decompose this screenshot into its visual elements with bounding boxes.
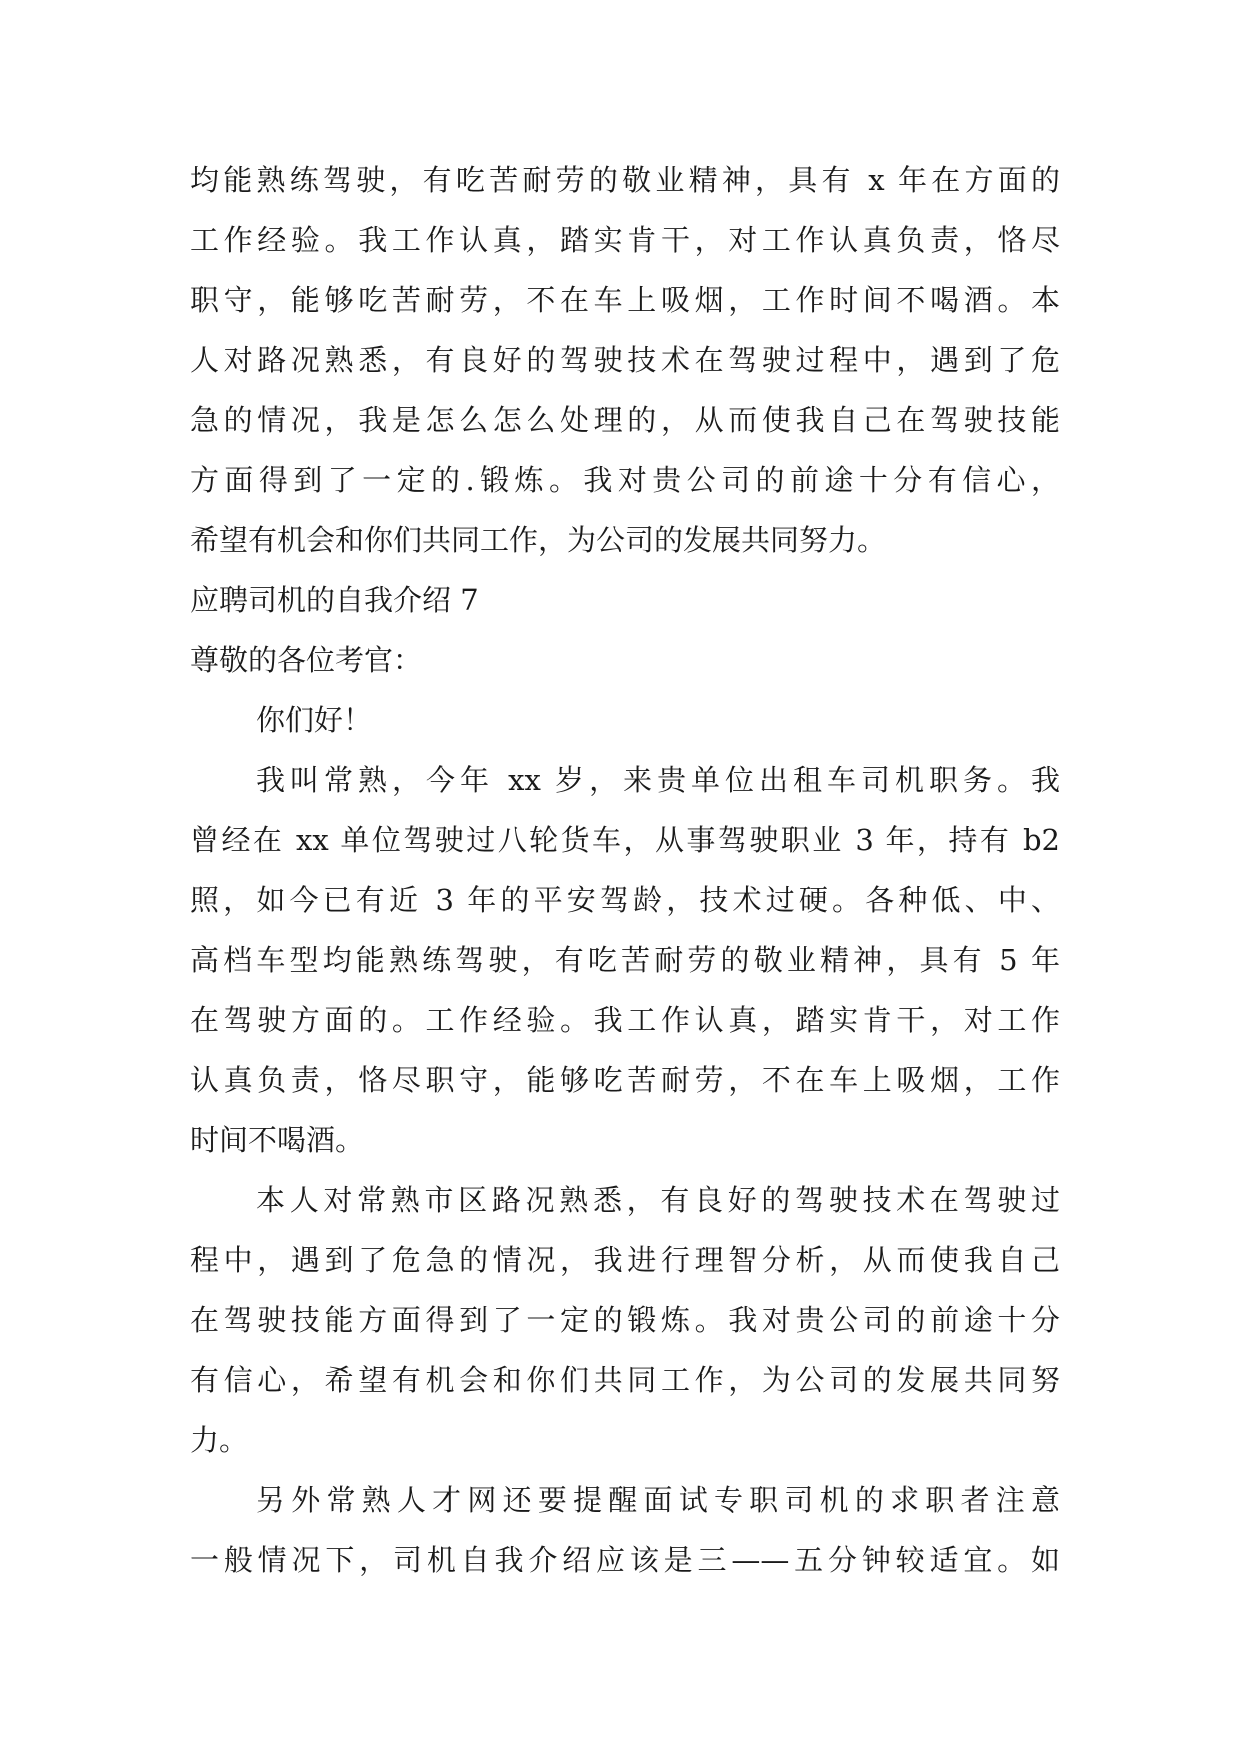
section-heading: 应聘司机的自我介绍 7 (190, 583, 479, 617)
text-line: 急的情况，我是怎么怎么处理的，从而使我自己在驾驶技能 (190, 403, 1060, 437)
text-line: 职守，能够吃苦耐劳，不在车上吸烟，工作时间不喝酒。本 (190, 283, 1060, 317)
text-line: 我叫常熟，今年 xx 岁，来贵单位出租车司机职务。我 (256, 763, 1060, 797)
text-line: 人对路况熟悉，有良好的驾驶技术在驾驶过程中，遇到了危 (190, 343, 1060, 377)
text-line: 照，如今已有近 3 年的平安驾龄，技术过硬。各种低、中、 (190, 883, 1060, 917)
text-line: 在驾驶技能方面得到了一定的锻炼。我对贵公司的前途十分 (190, 1303, 1060, 1337)
text-line: 均能熟练驾驶，有吃苦耐劳的敬业精神，具有 x 年在方面的 (190, 163, 1060, 197)
text-line: 力。 (190, 1423, 249, 1457)
text-line: 程中，遇到了危急的情况，我进行理智分析，从而使我自己 (190, 1243, 1060, 1277)
text-line: 本人对常熟市区路况熟悉，有良好的驾驶技术在驾驶过 (256, 1183, 1060, 1217)
text-line: 时间不喝酒。 (190, 1123, 365, 1157)
text-line: 认真负责，恪尽职守，能够吃苦耐劳，不在车上吸烟，工作 (190, 1063, 1060, 1097)
text-line: 曾经在 xx 单位驾驶过八轮货车，从事驾驶职业 3 年，持有 b2 (190, 823, 1060, 857)
text-line: 一般情况下，司机自我介绍应该是三——五分钟较适宜。如 (190, 1543, 1060, 1577)
greeting: 你们好！ (256, 703, 373, 737)
salutation: 尊敬的各位考官： (190, 643, 423, 677)
text-line: 有信心，希望有机会和你们共同工作，为公司的发展共同努 (190, 1363, 1060, 1397)
text-line: 在驾驶方面的。工作经验。我工作认真，踏实肯干，对工作 (190, 1003, 1060, 1037)
document-body (190, 150, 1060, 1590)
text-line: 高档车型均能熟练驾驶，有吃苦耐劳的敬业精神，具有 5 年 (190, 943, 1060, 977)
text-line: 工作经验。我工作认真，踏实肯干，对工作认真负责，恪尽 (190, 223, 1060, 257)
text-line: 方面得到了一定的.锻炼。我对贵公司的前途十分有信心， (190, 463, 1060, 497)
text-line: 希望有机会和你们共同工作，为公司的发展共同努力。 (190, 523, 887, 557)
text-line: 另外常熟人才网还要提醒面试专职司机的求职者注意 (256, 1483, 1060, 1517)
